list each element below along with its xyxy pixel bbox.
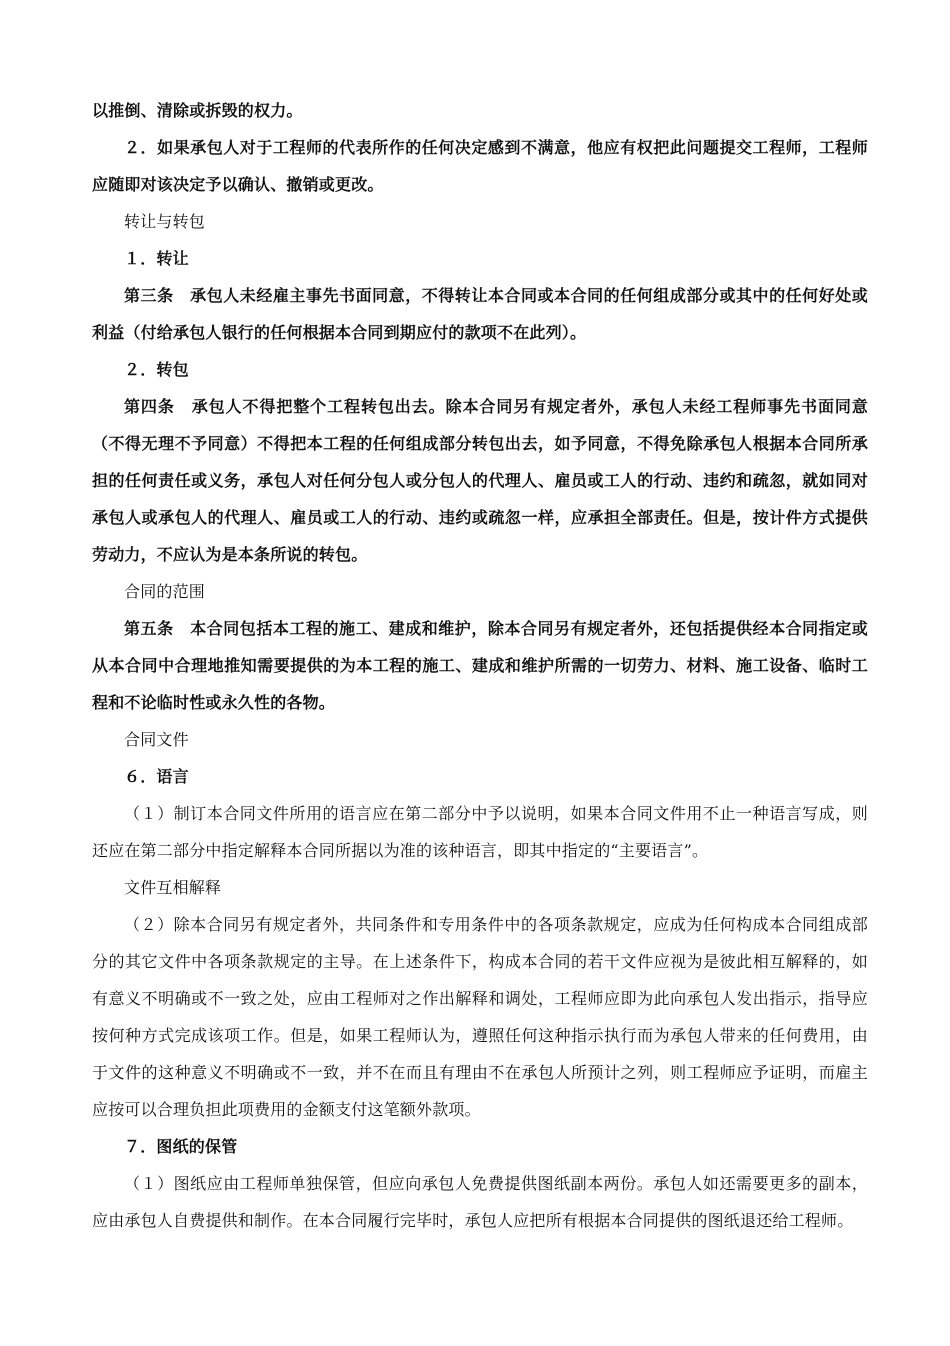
clause-6-1-text: （１）制订本合同文件所用的语言应在第二部分中予以说明，如果本合同文件用不止一种语言写成，则还应在第二部分中指定解释本合同所据以为准的该种语言，即其中指定的“主要语言”。 xyxy=(92,804,868,860)
section-heading-contract-documents: 合同文件 xyxy=(124,730,189,749)
subheading-assignment: １．转让 xyxy=(124,249,189,268)
document-page xyxy=(92,92,868,1239)
article-5-text: 第五条 本合同包括本工程的施工、建成和维护，除本合同另有规定者外，还包括提供经本合同指定或从本合同中合理地推知需要提供的为本工程的施工、建成和维护所需的一切劳力、材料、施工设备、临时工程和不论临时性或永久性的各物。 xyxy=(92,619,868,712)
clause-2-text: ２．如果承包人对于工程师的代表所作的任何决定感到不满意，他应有权把此问题提交工程师，工程师应随即对该决定予以确认、撤销或更改。 xyxy=(92,138,868,194)
article-3-text: 第三条 承包人未经雇主事先书面同意，不得转让本合同或本合同的任何组成部分或其中的任何好处或利益（付给承包人银行的任何根据本合同到期应付的款项不在此列）。 xyxy=(92,286,868,342)
subheading-language: ６．语言 xyxy=(124,767,189,786)
section-heading-assignment-subcontract: 转让与转包 xyxy=(124,212,206,231)
section-heading-contract-scope: 合同的范围 xyxy=(124,582,206,601)
clause-6-2-text: （２）除本合同另有规定者外，共同条件和专用条件中的各项条款规定，应成为任何构成本合同组成部分的其它文件中各项条款规定的主导。在上述条件下，构成本合同的若干文件应视为是彼此相互解释的，如有意义不明确或不一致之处，应由工程师对之作出解释和调处，工程师应即为此向承包人发出指示，指导应按何种方式完成该项工作。但是，如果工程师认为，遵照任何这种指示执行而为承包人带来的任何费用，由于文件的这种意义不明确或不一致，并不在而且有理由不在承包人所预计之列，则工程师应予证明，而雇主应按可以合理负担此项费用的金额支付这笔额外款项。 xyxy=(92,915,868,1119)
article-4-text: 第四条 承包人不得把整个工程转包出去。除本合同另有规定者外，承包人未经工程师事先书面同意（不得无理不予同意）不得把本工程的任何组成部分转包出去，如予同意，不得免除承包人根据本合同所承担的任何责任或义务，承包人对任何分包人或分包人的代理人、雇员或工人的行动、违约和疏忽，就如同对承包人或承包人的代理人、雇员或工人的行动、违约或疏忽一样，应承担全部责任。但是，按计件方式提供劳动力，不应认为是本条所说的转包。 xyxy=(92,397,868,564)
paragraph-continuation: 以推倒、清除或拆毁的权力。 xyxy=(92,101,303,120)
subheading-subcontract: ２．转包 xyxy=(124,360,189,379)
subheading-custody-of-drawings: ７．图纸的保管 xyxy=(124,1137,238,1156)
section-heading-mutual-interpretation: 文件互相解释 xyxy=(124,878,222,897)
clause-7-1-text: （１）图纸应由工程师单独保管，但应向承包人免费提供图纸副本两份。承包人如还需要更多的副本，应由承包人自费提供和制作。在本合同履行完毕时，承包人应把所有根据本合同提供的图纸退还给工程师。 xyxy=(92,1174,868,1230)
